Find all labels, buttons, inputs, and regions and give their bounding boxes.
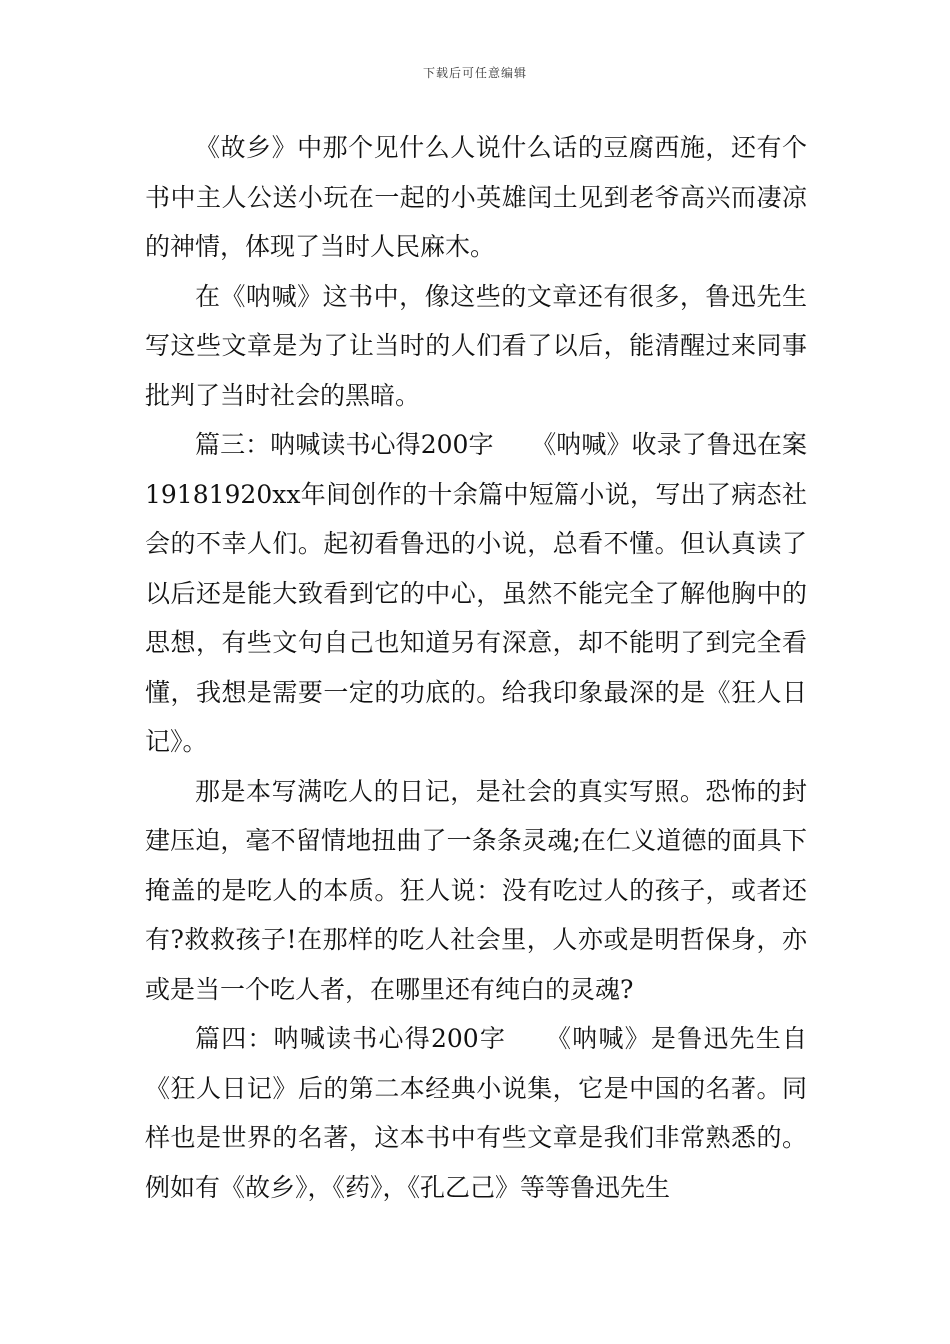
paragraph-2: 在《呐喊》这书中，像这些的文章还有很多，鲁迅先生写这些文章是为了让当时的人们看了以后，能清醒过来同事批判了当时社会的黑暗。 [145,281,807,410]
page-header: 下载后可任意编辑 [422,66,527,80]
paragraph-5: 篇四：呐喊读书心得200字 《呐喊》是鲁迅先生自《狂人日记》后的第二本经典小说集，它是中国的名著。同样也是世界的名著，这本书中有些文章是我们非常熟悉的。例如有《故乡》，《药》，《孔乙己》等等鲁迅先生 [145,1024,807,1202]
paragraph-3: 篇三：呐喊读书心得200字 《呐喊》收录了鲁迅在案19181920xx年间创作的十余篇中短篇小说，写出了病态社会的不幸人们。起初看鲁迅的小说，总看不懂。但认真读了以后还是能大致看到它的中心，虽然不能完全了解他胸中的思想，有些文句自己也知道另有深意，却不能明了到完全看懂，我想是需要一定的功底的。给我印象最深的是《狂人日记》。 [145,430,807,756]
document-body [145,123,807,1212]
paragraph-1: 《故乡》中那个见什么人说什么话的豆腐西施，还有个书中主人公送小玩在一起的小英雄闰土见到老爷高兴而凄凉的神情，体现了当时人民麻木。 [145,133,807,261]
paragraph-4: 那是本写满吃人的日记，是社会的真实写照。恐怖的封建压迫，毫不留情地扭曲了一条条灵魂;在仁义道德的面具下掩盖的是吃人的本质。狂人说：没有吃过人的孩子，或者还有?救救孩子!在那样的吃人社会里，人亦或是明哲保身，亦或是当一个吃人者，在哪里还有纯白的灵魂? [145,776,807,1004]
